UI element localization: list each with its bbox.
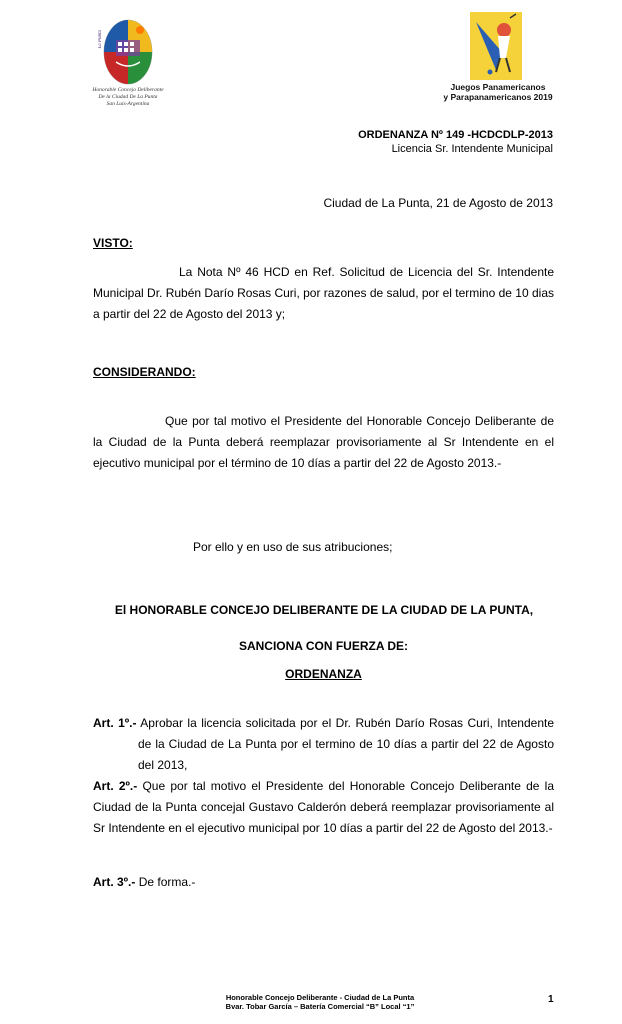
seal-caption: Honorable Concejo Deliberante De la Ciudad De La Punta San Luis-Argentina [92,87,164,107]
por-ello: Por ello y en uso de sus atribuciones; [193,540,393,554]
article-1-label: Art. 1º.- [93,716,137,730]
article-2-label: Art. 2º.- [93,779,138,793]
visto-paragraph: La Nota Nº 46 HCD en Ref. Solicitud de Licencia del Sr. Intendente Municipal Dr. Rubén Darío Rosas Curi, por razones de salud, por el termino de 10 dias a partir del 22 de Agosto del 2013 y; [93,265,554,321]
ordinance-subject: Licencia Sr. Intendente Municipal [391,143,553,155]
article-2: Art. 2º.- Que por tal motivo el Presidente del Honorable Concejo Deliberante de la Ciudad de la Punta concejal Gustavo Calderón deberá reemplazar provisoriamente al Sr Intendente en el ejecutivo municipal por 10 días a partir del 22 de Agosto del 2013.- [93,779,554,835]
considerando-paragraph: Que por tal motivo el Presidente del Honorable Concejo Deliberante de la Ciudad de la Punta deberá reemplazar provisoriamente al Sr Intendente en el ejecutivo municipal por el término de 10 días a partir del 22 de Agosto 2013.- [93,414,554,470]
article-3-label: Art. 3º.- [93,875,136,889]
place-date: Ciudad de La Punta, 21 de Agosto de 2013 [323,196,553,210]
games-logo-image [470,12,522,80]
article-1: Art. 1º.- Aprobar la licencia solicitada por el Dr. Rubén Darío Rosas Curi, Intendente de la Ciudad de La Punta por el termino de 10 días a partir del 22 de Agosto del 2013, [93,716,554,772]
article-3: Art. 3º.- De forma.- [93,875,196,889]
considerando-heading: CONSIDERANDO: [93,365,196,379]
ordinance-header [300,128,553,156]
sanction-line-3: ORDENANZA [285,667,362,681]
games-logo [470,12,522,80]
seal-lettering: La Punta [98,30,103,49]
ordinance-number: ORDENANZA Nº 149 -HCDCDLP-2013 [358,129,553,141]
sanction-line-2: SANCIONA CON FUERZA DE: [238,639,409,653]
games-caption: Juegos Panamericanos y Parapanamericanos 2019 [443,82,553,102]
visto-heading: VISTO: [93,236,133,250]
footer-address: Honorable Concejo Deliberante - Ciudad de La Punta Bvar. Tobar García – Batería Comercial “B” Local “1” [225,993,415,1011]
page-number: 1 [548,994,554,1005]
sanction-line-1: El HONORABLE CONCEJO DELIBERANTE DE LA CIUDAD DE LA PUNTA, [114,603,534,617]
